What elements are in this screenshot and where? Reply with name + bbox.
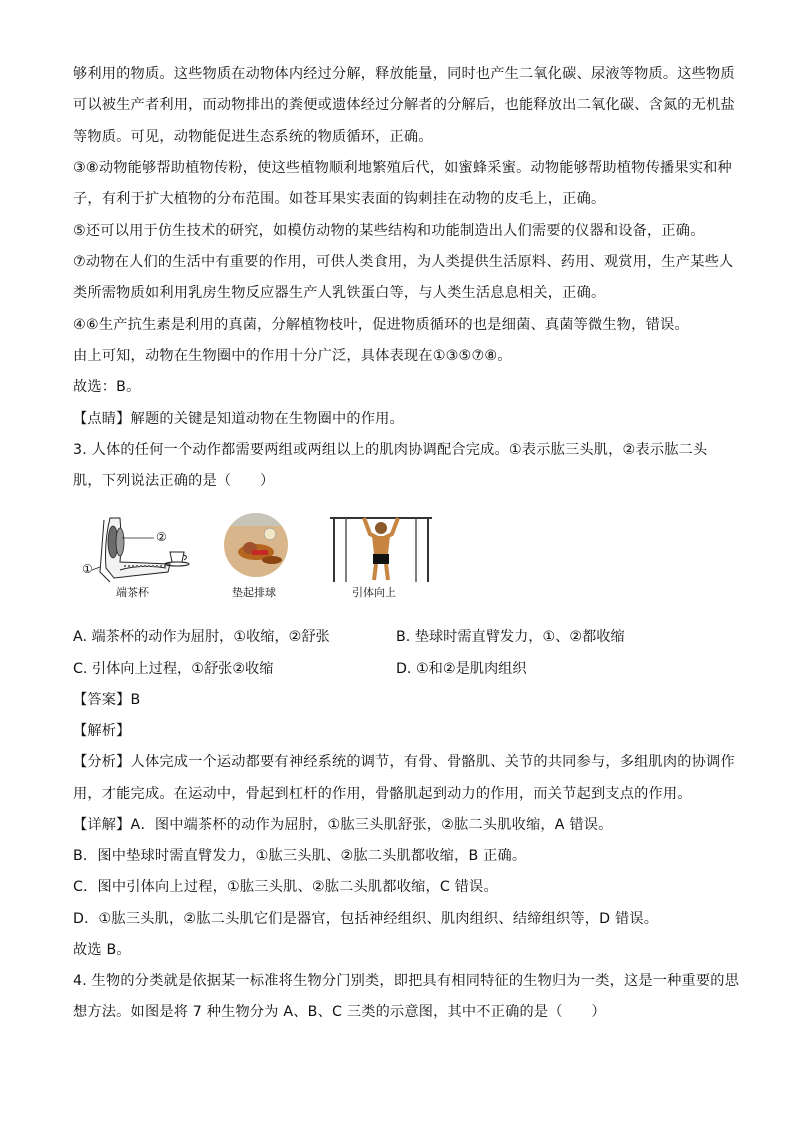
arm-muscle-illustration [80, 512, 200, 592]
text-line: 类所需物质如利用乳房生物反应器生产人乳铁蛋白等，与人类生活息息相关，正确。 [73, 285, 606, 301]
detail-text: D．①肱三头肌，②肱二头肌它们是器官，包括神经组织、肌肉组织、结缔组织等，D 错误。 [73, 911, 659, 927]
text-line: 够利用的物质。这些物质在动物体内经过分解，释放能量，同时也产生二氧化碳、尿液等物质。这些物质 [73, 66, 735, 82]
text-line: 由上可知，动物在生物圈中的作用十分广泛，具体表现在①③⑤⑦⑧。 [73, 348, 512, 364]
option-b: B. 垫球时需直臂发力，①、②都收缩 [396, 629, 625, 645]
text-line: 故选：B。 [73, 379, 141, 395]
option-d: D. ①和②是肌肉组织 [396, 661, 527, 677]
option-c: C. 引体向上过程，①舒张②收缩 [73, 661, 274, 677]
pullup-photo [326, 512, 436, 607]
option-a: A. 端茶杯的动作为屈肘，①收缩，②舒张 [73, 629, 330, 645]
detail-text: B．图中垫球时需直臂发力，①肱三头肌、②肱二头肌都收缩，B 正确。 [73, 848, 527, 864]
answer-choice: 故选 B。 [73, 942, 131, 958]
arm-diagram [80, 512, 200, 607]
text-line: 【点睛】解题的关键是知道动物在生物圈中的作用。 [73, 411, 404, 427]
text-line: ⑤还可以用于仿生技术的研究，如模仿动物的某些结构和功能制造出人们需要的仪器和设备，正确。 [73, 223, 705, 239]
text-line: ⑦动物在人们的生活中有重要的作用，可供人类食用，为人类提供生活原料、药用、观赏用，生产某些人 [73, 254, 734, 270]
caption-pullup: 引体向上 [352, 586, 396, 599]
text-line: ③⑧动物能够帮助植物传粉，使这些植物顺利地繁殖后代，如蜜蜂采蜜。动物能够帮助植物传播果实和种 [73, 160, 732, 176]
detail-text: C．图中引体向上过程，①肱三头肌、②肱二头肌都收缩，C 错误。 [73, 879, 498, 895]
label-2: ② [156, 530, 167, 544]
question-4-stem: 想方法。如图是将 7 种生物分为 A、B、C 三类的示意图，其中不正确的是（ ） [73, 1004, 606, 1020]
question-3-figures [80, 512, 460, 607]
question-3-stem: 肌，下列说法正确的是（ ） [73, 473, 275, 489]
caption-volleyball: 垫起排球 [232, 586, 276, 599]
volleyball-image [220, 512, 292, 582]
pullup-image [326, 512, 436, 582]
caption-cup: 端茶杯 [116, 586, 149, 599]
text-line: ④⑥生产抗生素是利用的真菌，分解植物枝叶，促进物质循环的也是细菌、真菌等微生物，错误。 [73, 317, 689, 333]
answer-line: 【答案】B [73, 692, 141, 708]
question-4-stem: 4. 生物的分类就是依据某一标准将生物分门别类，即把具有相同特征的生物归为一类，这是一种重要的思 [73, 973, 740, 989]
analysis-heading: 【解析】 [73, 723, 131, 739]
text-line: 可以被生产者利用，而动物排出的粪便或遗体经过分解者的分解后，也能释放出二氧化碳、含氮的无机盐 [73, 97, 735, 113]
detail-text: 【详解】A．图中端茶杯的动作为屈肘，①肱三头肌舒张，②肱二头肌收缩，A 错误。 [73, 817, 613, 833]
label-1: ① [82, 562, 93, 576]
text-line: 等物质。可见，动物能促进生态系统的物质循环，正确。 [73, 129, 433, 145]
question-3-stem: 3. 人体的任何一个动作都需要两组或两组以上的肌肉协调配合完成。①表示肱三头肌，②表示肱二头 [73, 442, 708, 458]
analysis-text: 用，才能完成。在运动中，骨起到杠杆的作用，骨骼肌起到动力的作用，而关节起到支点的作用。 [73, 786, 692, 802]
analysis-text: 【分析】人体完成一个运动都要有神经系统的调节，有骨、骨骼肌、关节的共同参与，多组肌肉的协调作 [73, 754, 735, 770]
text-line: 子，有利于扩大植物的分布范围。如苍耳果实表面的钩刺挂在动物的皮毛上，正确。 [73, 191, 606, 207]
volleyball-photo [220, 512, 300, 607]
